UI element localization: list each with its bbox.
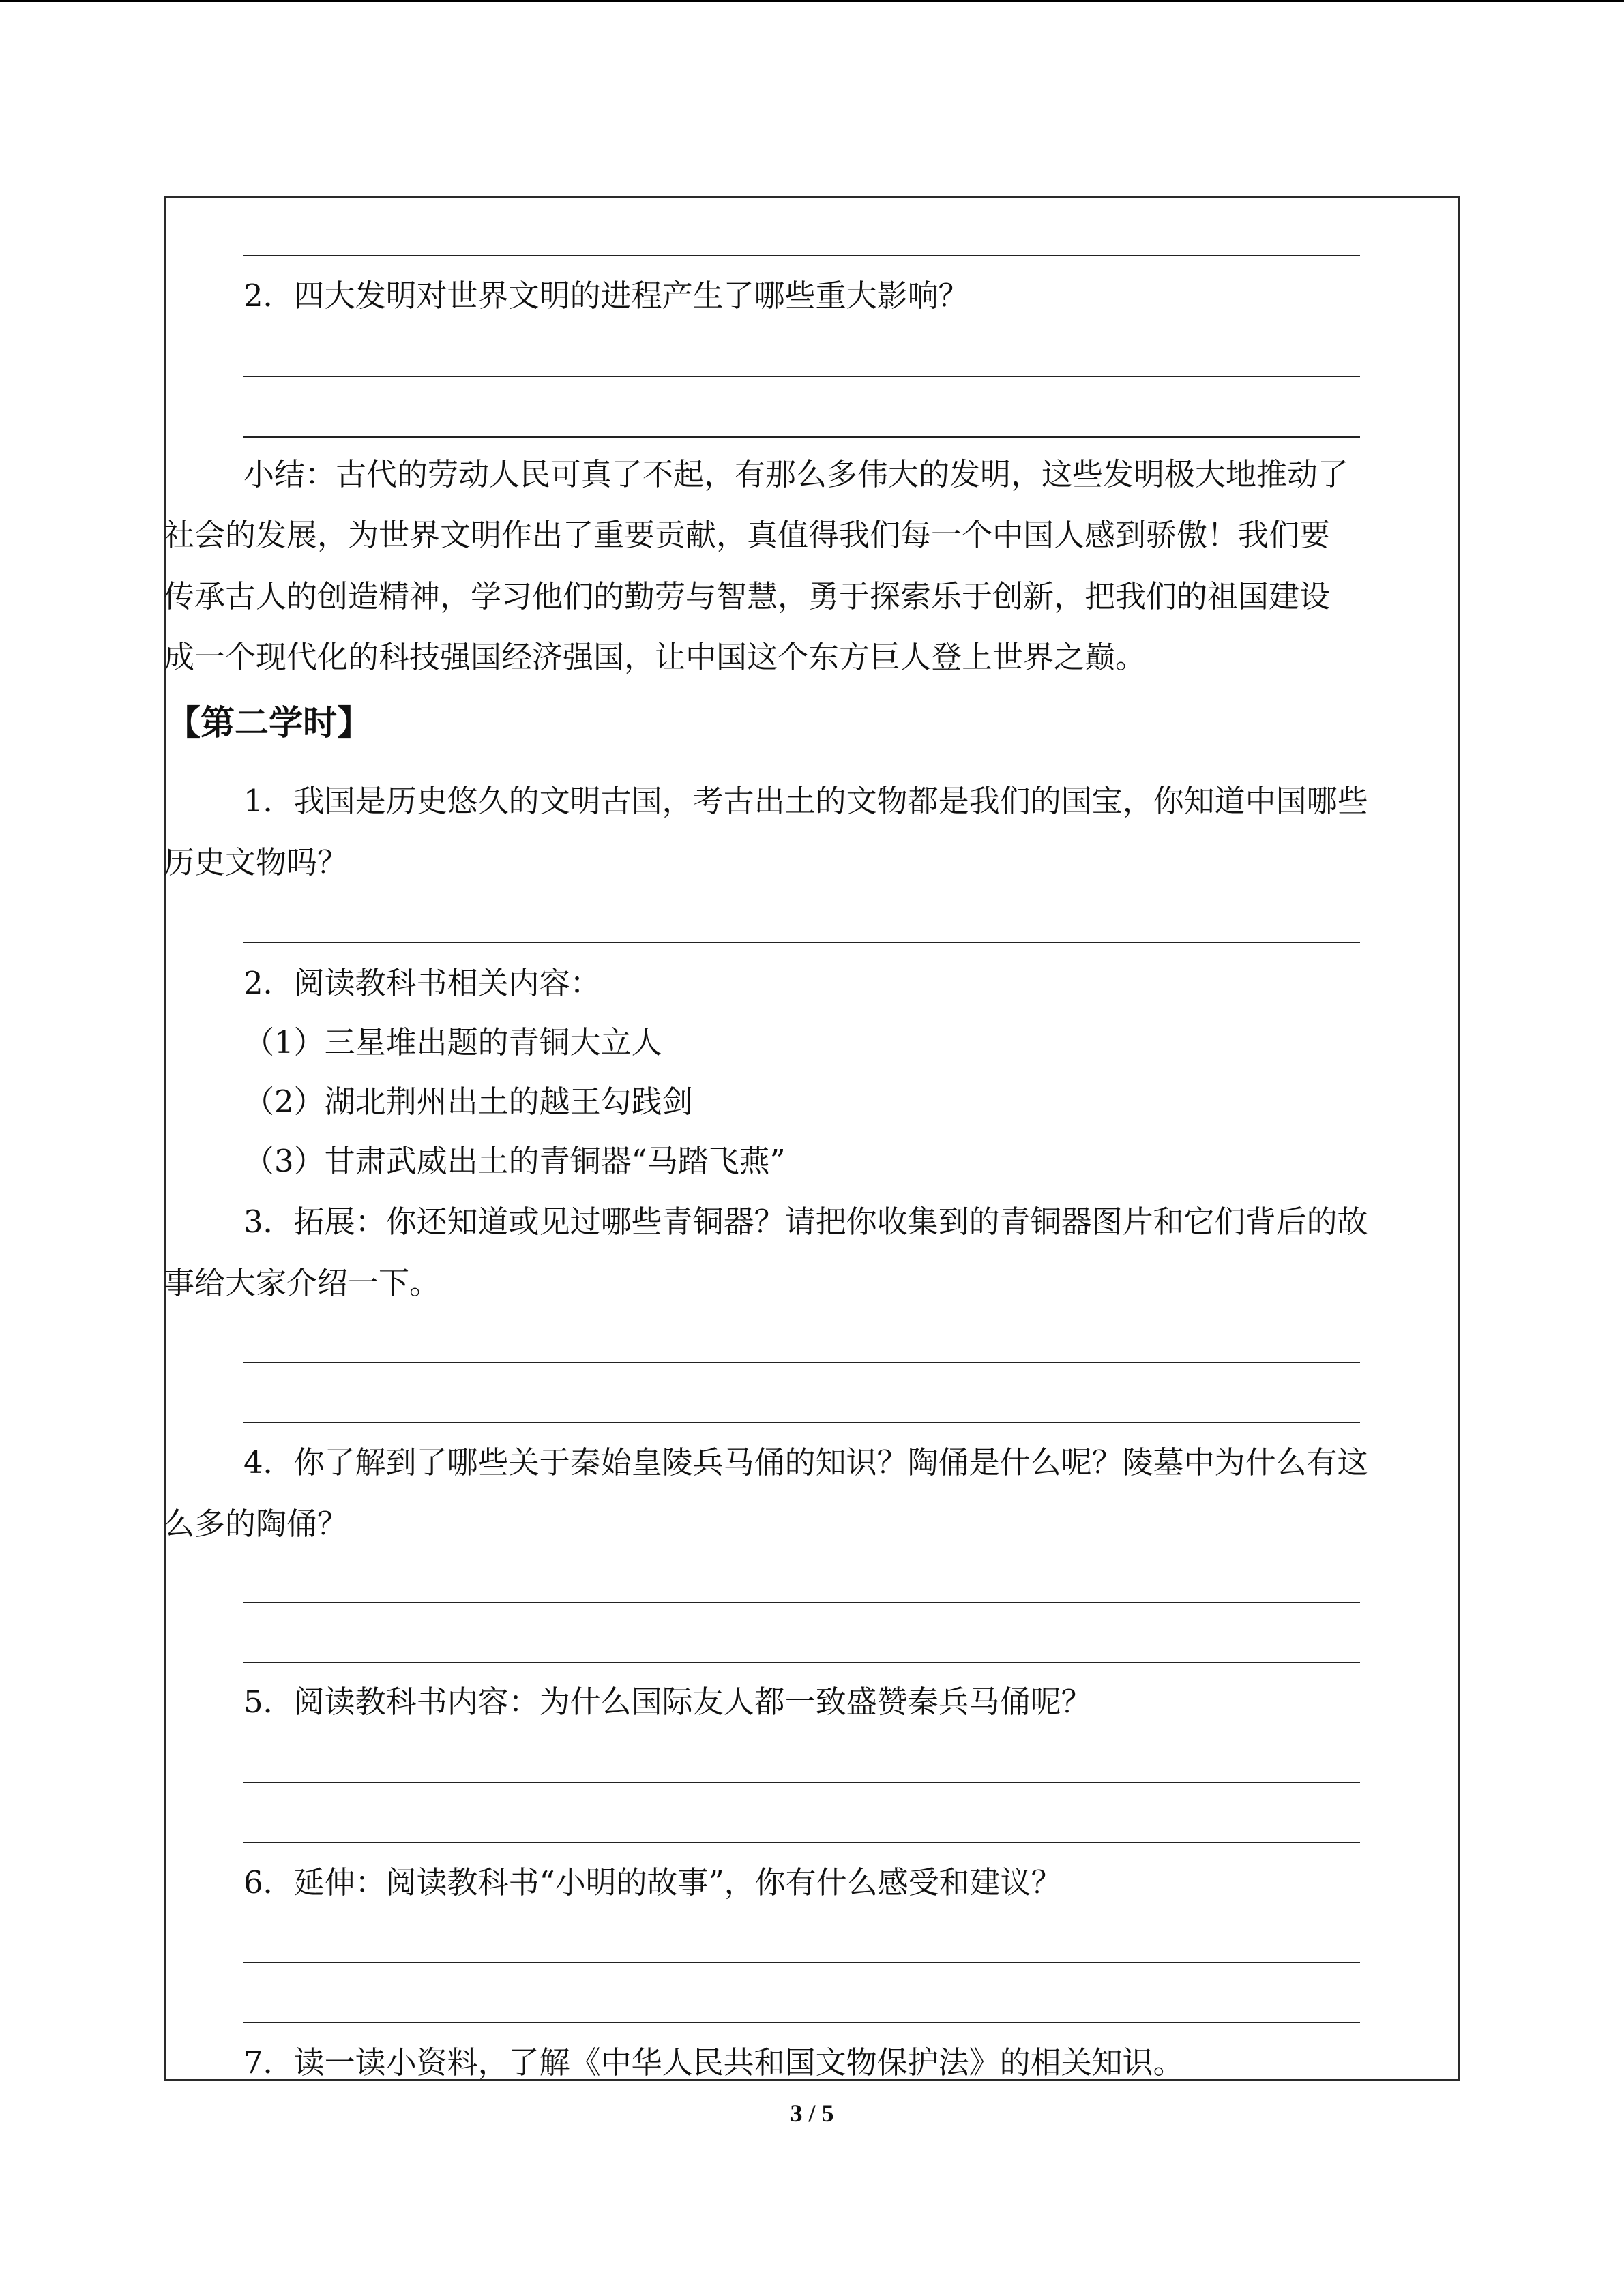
page-number: 3 / 5 [790,2100,834,2127]
question-4-line-2: 么多的陶俑？ [164,1506,349,1542]
answer-line[interactable] [243,1422,1360,1423]
reading-item-1: （1）三星堆出题的青铜大立人 [243,1024,662,1060]
page-top-border [0,0,1624,2]
question-6: 6．延伸：阅读教科书“小明的故事”，你有什么感受和建议？ [243,1864,1062,1900]
question-3-line-2: 事给大家介绍一下。 [164,1265,441,1301]
answer-line[interactable] [243,255,1360,256]
answer-line[interactable] [243,436,1360,438]
answer-line[interactable] [243,1782,1360,1783]
question-2-reading: 2．阅读教科书相关内容： [243,965,601,1001]
answer-line[interactable] [243,942,1360,943]
summary-line-2: 社会的发展，为世界文明作出了重要贡献，真值得我们每一个中国人感到骄傲！我们要 [164,517,1331,553]
summary-line-3: 传承古人的创造精神，学习他们的勤劳与智慧，勇于探索乐于创新，把我们的祖国建设 [164,578,1331,614]
answer-line[interactable] [243,1602,1360,1603]
question-4-line-1: 4．你了解到了哪些关于秦始皇陵兵马俑的知识？陶俑是什么呢？陵墓中为什么有这 [243,1444,1368,1480]
answer-line[interactable] [243,1962,1360,1963]
answer-line[interactable] [243,1842,1360,1843]
reading-item-3: （3）甘肃武威出土的青铜器“马踏飞燕” [243,1143,786,1179]
question-5: 5．阅读教科书内容：为什么国际友人都一致盛赞秦兵马俑呢？ [243,1684,1092,1720]
summary-line-4: 成一个现代化的科技强国经济强国，让中国这个东方巨人登上世界之巅。 [164,639,1147,675]
question-3-line-1: 3．拓展：你还知道或见过哪些青铜器？请把你收集到的青铜器图片和它们背后的故 [243,1204,1368,1240]
answer-line[interactable] [243,1362,1360,1363]
summary-line-1: 小结：古代的劳动人民可真了不起，有那么多伟大的发明，这些发明极大地推动了 [243,456,1349,492]
question-1-line-1: 1．我国是历史悠久的文明古国，考古出土的文物都是我们的国宝，你知道中国哪些 [243,783,1368,819]
reading-item-2: （2）湖北荆州出土的越王勾践剑 [243,1084,693,1120]
answer-line[interactable] [243,1662,1360,1663]
answer-line[interactable] [243,2022,1360,2023]
question-2-four-inventions: 2．四大发明对世界文明的进程产生了哪些重大影响？ [243,278,969,314]
question-7: 7．读一读小资料，了解《中华人民共和国文物保护法》的相关知识。 [243,2044,1184,2081]
section-heading-second-period: 【第二学时】 [166,702,371,743]
question-1-line-2: 历史文物吗？ [164,844,349,880]
answer-line[interactable] [243,376,1360,377]
